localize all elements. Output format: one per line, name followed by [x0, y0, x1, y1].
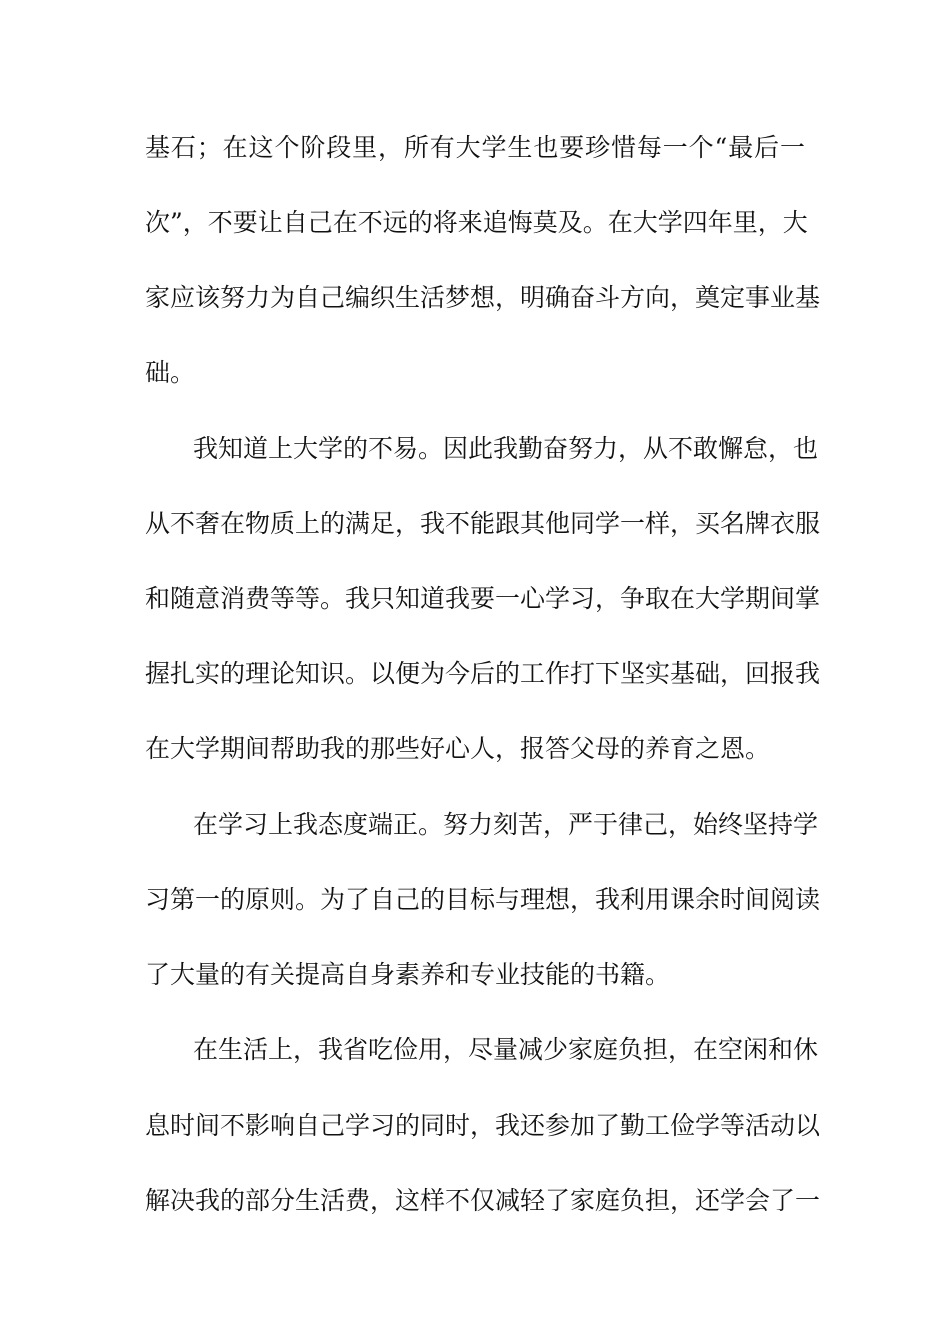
paragraph-3-line-1: 在学习上我态度端正。努力刻苦，严于律己，始终坚持学	[193, 810, 819, 839]
paragraph-2-line-2: 从不奢在物质上的满足，我不能跟其他同学一样，买名牌衣服	[145, 509, 821, 538]
paragraph-1-line-3: 家应该努力为自己编织生活梦想，明确奋斗方向，奠定事业基	[145, 283, 821, 312]
paragraph-2-line-3: 和随意消费等等。我只知道我要一心学习，争取在大学期间掌	[145, 584, 821, 613]
paragraph-1-line-1: 基石；在这个阶段里，所有大学生也要珍惜每一个“最后一	[145, 133, 805, 162]
paragraph-3-line-2: 习第一的原则。为了自己的目标与理想，我利用课余时间阅读	[145, 885, 821, 914]
paragraph-2-line-4: 握扎实的理论知识。以便为今后的工作打下坚实基础，回报我	[145, 659, 821, 688]
paragraph-4-line-3: 解决我的部分生活费，这样不仅减轻了家庭负担，还学会了一	[145, 1186, 821, 1215]
paragraph-1-line-2: 次”，不要让自己在不远的将来追悔莫及。在大学四年里，大	[145, 208, 808, 237]
paragraph-2-line-1: 我知道上大学的不易。因此我勤奋努力，从不敢懈怠，也	[193, 434, 819, 463]
paragraph-3-line-3: 了大量的有关提高自身素养和专业技能的书籍。	[145, 960, 671, 989]
paragraph-2-line-5: 在大学期间帮助我的那些好心人，报答父母的养育之恩。	[145, 734, 771, 763]
paragraph-1-line-4: 础。	[145, 358, 196, 387]
paragraph-4-line-2: 息时间不影响自己学习的同时，我还参加了勤工俭学等活动以	[145, 1111, 821, 1140]
paragraph-4-line-1: 在生活上，我省吃俭用，尽量减少家庭负担，在空闲和休	[193, 1035, 819, 1064]
